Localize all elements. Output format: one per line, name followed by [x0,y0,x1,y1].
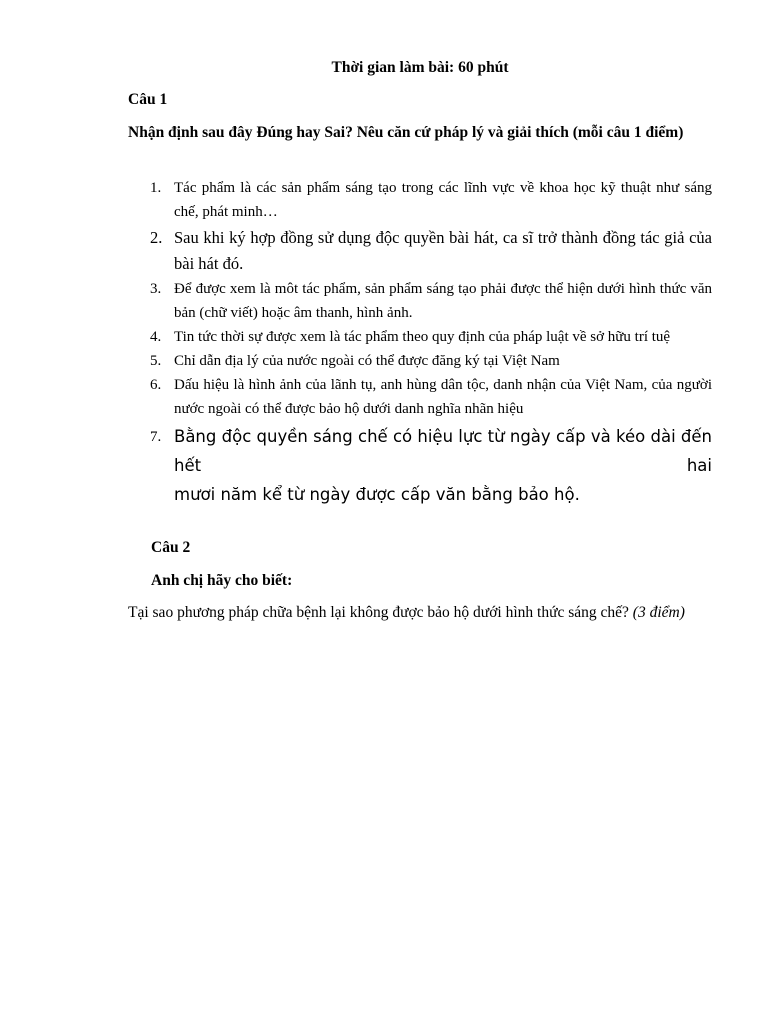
item-number: 3. [150,281,162,297]
list-item [128,373,712,421]
list-item [128,325,712,349]
item-text-line-2: mươi năm kể từ ngày được cấp văn bằng bảo hộ. [174,485,580,504]
item-number: 7. [150,429,162,445]
question-2-heading: Câu 2 [151,539,191,556]
item-text: Sau khi ký hợp đồng sử dụng độc quyền bài hát, ca sĩ trở thành đồng tác giả của bài hát đó. [174,228,712,273]
item-text: Tác phẩm là các sản phẩm sáng tạo trong các lĩnh vực về khoa học kỹ thuật như sáng chế, phát minh… [174,180,712,220]
list-item [128,225,712,277]
item-text: Để được xem là môt tác phẩm, sản phẩm sáng tạo phải được thể hiện dưới hình thức văn bản (chữ viết) hoặc âm thanh, hình ảnh. [174,281,712,321]
question-2-points: (3 điểm) [632,604,685,621]
question-1-heading: Câu 1 [128,91,168,108]
list-item [128,176,712,224]
question-1-instruction: Nhận định sau đây Đúng hay Sai? Nêu căn cứ pháp lý và giải thích (mỗi câu 1 điểm) [128,124,684,141]
list-item [128,422,712,509]
statement-list [128,176,712,509]
list-item [128,277,712,325]
item-text: Chỉ dẫn địa lý của nước ngoài có thể được đăng ký tại Việt Nam [174,353,560,369]
item-number: 2. [150,228,163,247]
item-number: 4. [150,329,162,345]
question-2-text [128,600,712,626]
item-text-line-1: Bằng độc quyền sáng chế có hiệu lực từ ngày cấp và kéo dài đến hết hai [174,427,712,475]
question-2-prompt: Anh chị hãy cho biết: [151,572,293,589]
list-item [128,349,712,373]
item-number: 6. [150,377,162,393]
item-number: 1. [150,180,162,196]
question-2-body: Tại sao phương pháp chữa bệnh lại không được bảo hộ dưới hình thức sáng chế? [128,604,629,621]
exam-time-title: Thời gian làm bài: 60 phút [331,59,509,76]
item-text: Tin tức thời sự được xem là tác phẩm theo quy định của pháp luật về sở hữu trí tuệ [174,329,671,345]
item-number: 5. [150,353,162,369]
item-text: Dấu hiệu là hình ảnh của lãnh tụ, anh hùng dân tộc, danh nhận của Việt Nam, của người nước ngoài có thể được bảo hộ dưới danh nghĩa nhãn hiệu [174,377,712,417]
